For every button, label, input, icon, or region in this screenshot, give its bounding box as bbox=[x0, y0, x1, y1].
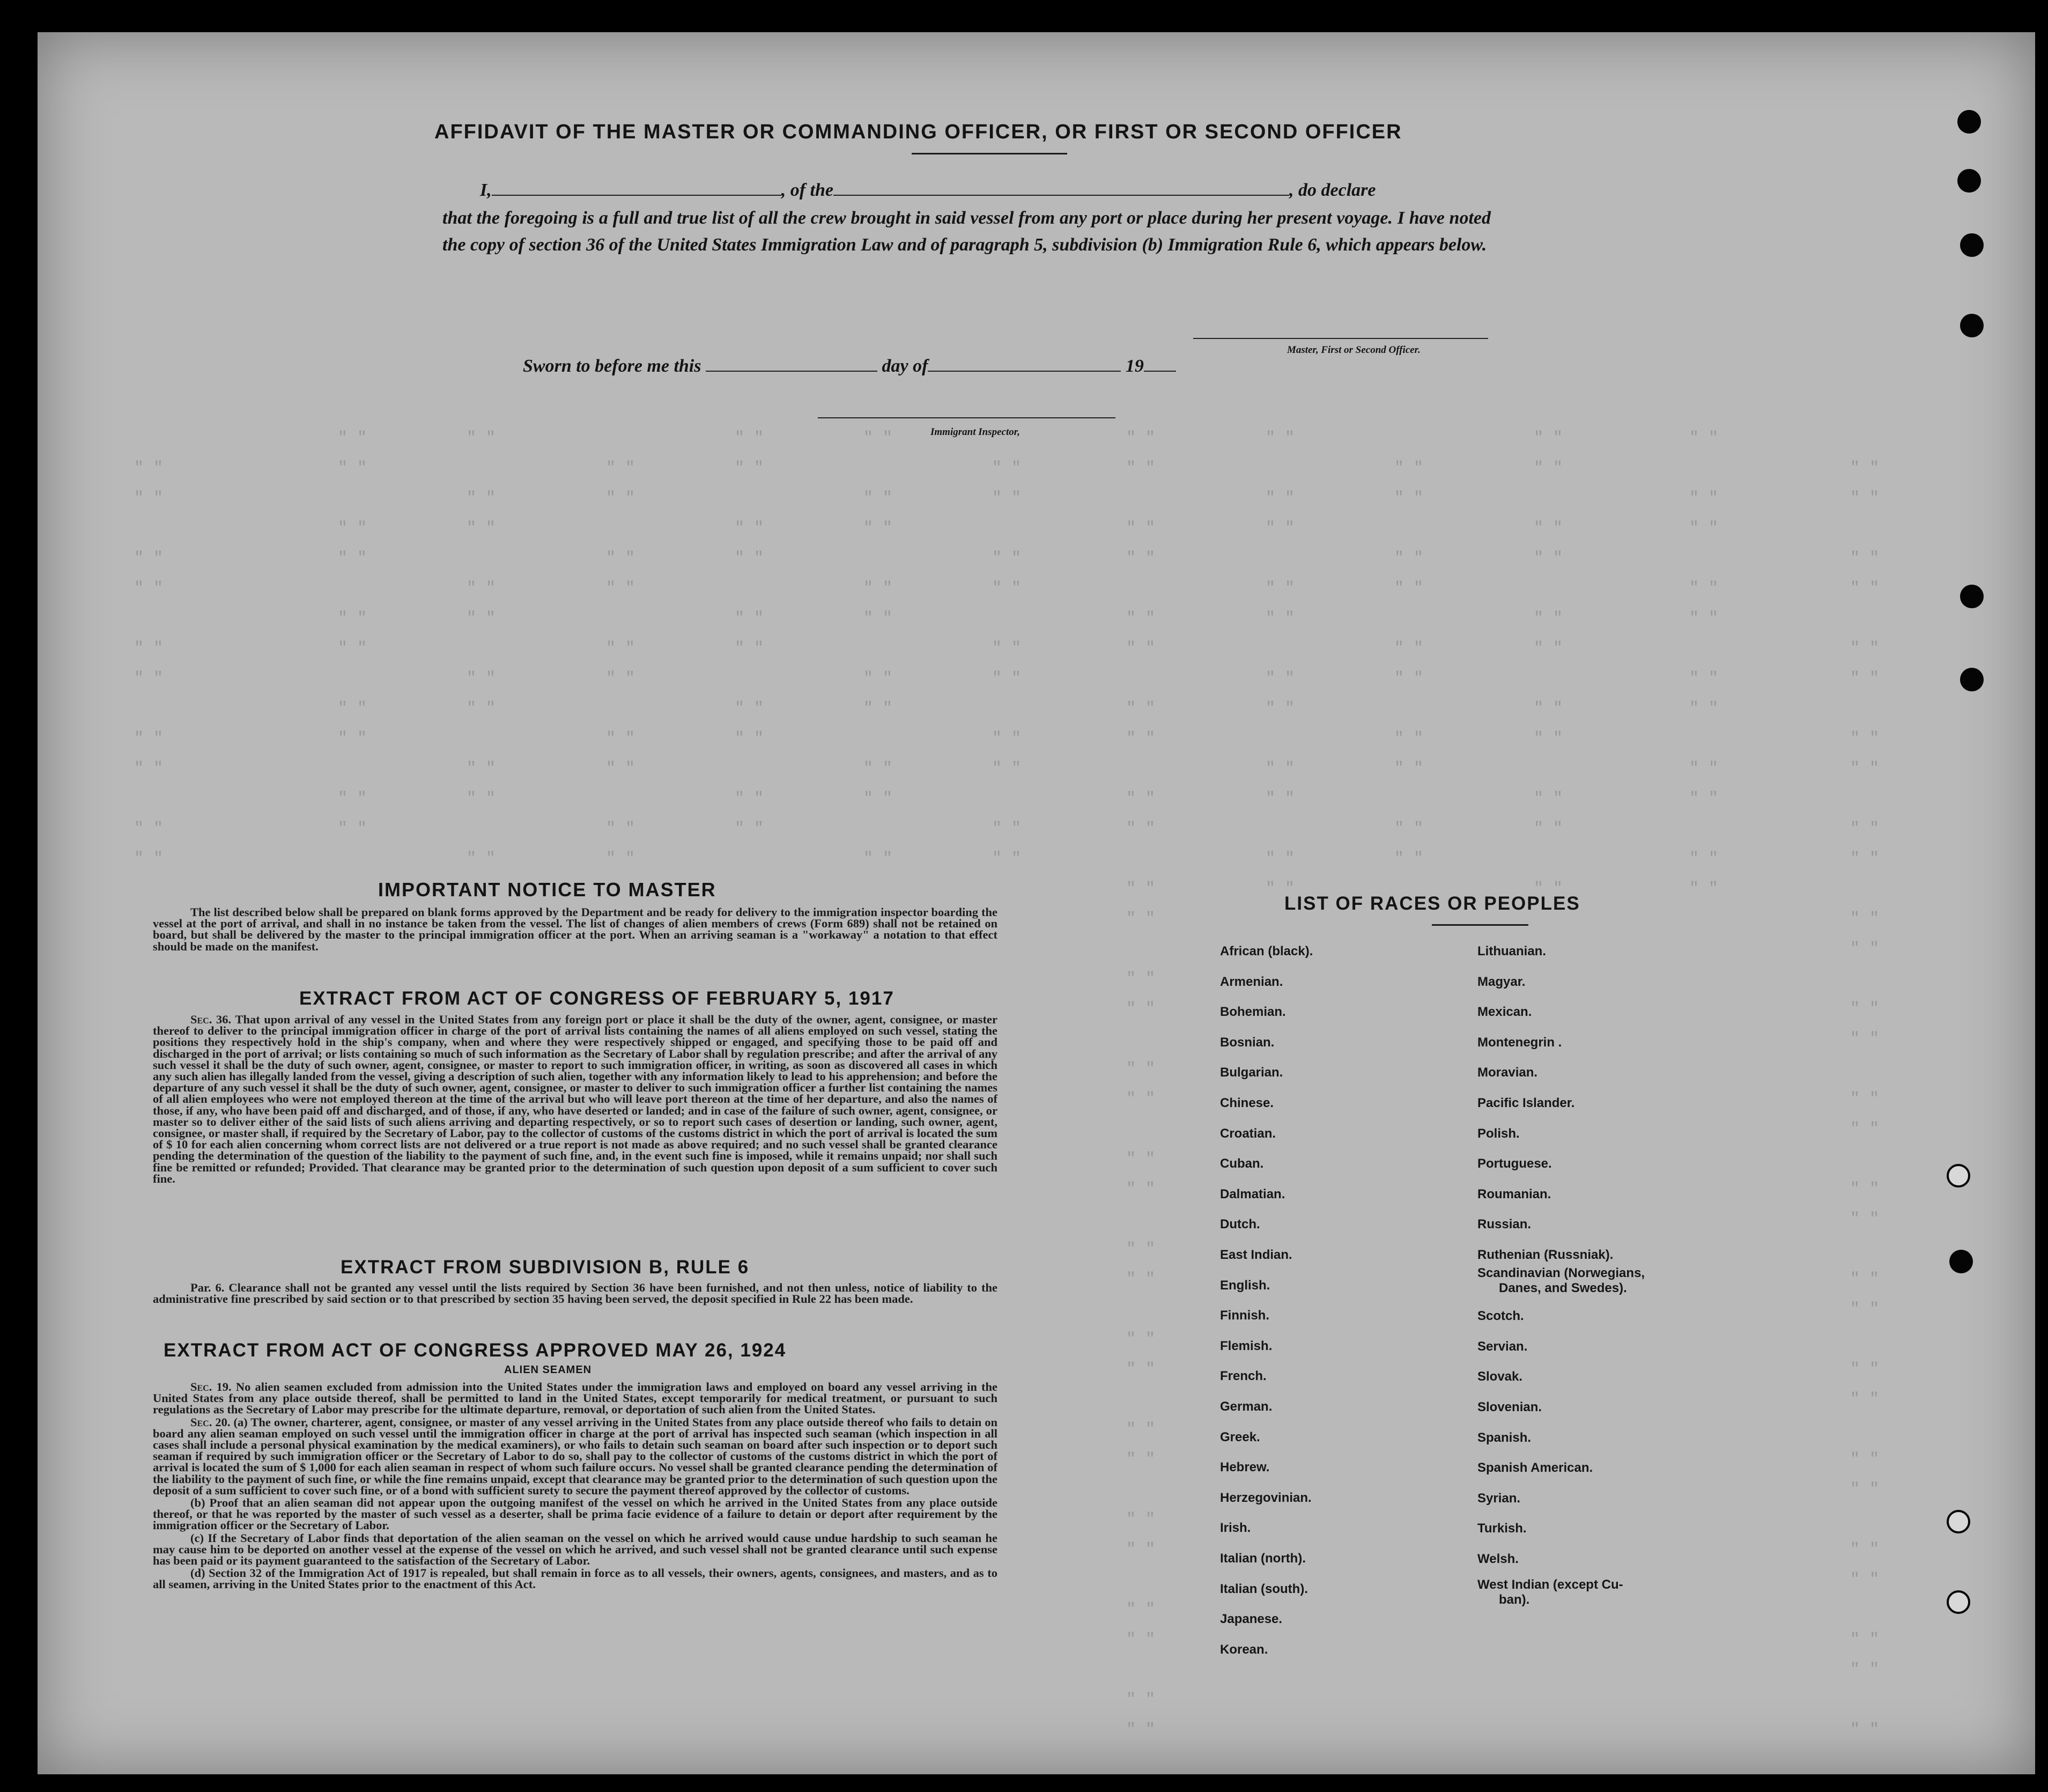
punch-hole-icon bbox=[1947, 1590, 1970, 1614]
sworn-year: 19 bbox=[1125, 356, 1144, 376]
race-item: Portuguese. bbox=[1477, 1156, 1552, 1171]
subdivision-b-title: EXTRACT FROM SUBDIVISION B, RULE 6 bbox=[341, 1257, 750, 1278]
punch-hole-icon bbox=[1947, 1164, 1970, 1188]
document-sheet: ″ ″ ″ ″ ″ ″ ″ ″ ″ ″ ″ ″ ″ ″ ″ ″ ″ ″ ″ ″ ″ ″ ″ ″ ″ ″ ″ ″ ″ ″ ″ ″ ″ ″ ″ ″ ″ ″ ″ ″ ″ ″ ″ ″ ″ ″ ″ ″ ″ ″ ″ ″ ″ ″ ″ ″ ″ ″ ″ ″ ″ ″ ″ ″ ″ ″ ″ ″ ″ ″ ″ ″ ″ ″ ″ ″ ″ ″ ″ ″ ″ ″ ″ ″ ″ ″ ″ ″ ″ ″ ″ ″ ″ ″ ″ ″ ″ ″ ″ ″ ″ ″ ″ ″ ″ ″ ″ ″ ″ ″ ″ ″ ″ ″ ″ ″ ″ ″ ″ ″ ″ ″ ″ ″ ″ ″ ″ ″ ″ ″ ″ ″ ″ ″ ″ ″ ″ ″ ″ ″ ″ ″ ″ ″ ″ ″ ″ ″ ″ ″ ″ ″ ″ ″ ″ ″ ″ ″ ″ ″ ″ ″ ″ ″ ″ ″ ″ ″ ″ ″ ″ ″ ″ ″ ″ ″ ″ ″ ″ ″ ″ ″ ″ ″ ″ ″ ″ ″ ″ ″ ″ ″ ″ ″ ″ ″ ″ ″ ″ ″ ″ ″ ″ ″ ″ ″ ″ ″ ″ ″ ″ ″ ″ ″ ″ ″ ″ ″ ″ ″ ″ ″ ″ ″ ″ ″ ″ ″ ″ ″ ″ ″ ″ ″ ″ ″ ″ ″ ″ ″ ″ ″ ″ ″ ″ ″ ″ ″ ″ ″ ″ ″ ″ ″ ″ ″ ″ ″ ″ ″ ″ ″ ″ ″ ″ ″ ″ ″ ″ ″ ″ ″ ″ ″ ″ ″ ″ ″ ″ ″ ″ ″ ″ ″ ″ ″ ″ ″ ″ ″ ″ ″ ″ ″ ″ ″ ″ ″ ″ ″ ″ ″ ″ ″ ″ ″ ″ ″ ″ ″ ″ ″ ″ ″ ″ ″ ″ ″ ″ ″ ″ ″ ″ ″ ″ ″ ″ ″ ″ ″ ″ ″ ″ ″ ″ ″ ″ ″ ″ ″ ″ ″ ″ ″ AFFIDAVIT OF THE MASTER OR COMMANDING OFFICER, OR FIRST OR SECOND OFFICER I, , of the , do declare that the foregoing is a full and true list of all the crew brought in said vessel from any port or place during her present voyage. I have noted the copy of section 36 of the United States Immigration Law and of paragraph 5, subdivision (b) Immigration Rule 6, which appears below. Master, First or Second Officer. Sworn to before me this day of 19 Immigrant Inspector, IMPORTANT NOTICE TO MASTER The list described below shall be prepared on blank forms approved by the Department and be ready for delivery to the immigration inspector boarding the vessel at the port of arrival, and shall in no instance be taken from the vessel. The list of changes of alien members of crews (Form 689) shall not be retained on board, but shall be delivered by the master to the principal immigration officer at the port. When an arriving seaman is a "workaway" a notation to that effect should be made on the manifest. EXTRACT FROM ACT OF CONGRESS OF FEBRUARY 5, 1917 Sec. 36. That upon arrival of any vessel in the United States from any foreign port or place it shall be the duty of the owner, agent, consignee, or master thereof to deliver to the principal immigration officer in charge of the port of arrival lists containing the names of all aliens employed on such vessel, stating the positions they respectively hold in the ship's company, when and where they were respectively shipped or engaged, and specifying those to be paid off and discharged in the port of arrival; or lists containing so much of such information as the Secretary of Labor shall by regulation prescribe; and after the arrival of any such vessel it shall be the duty of such owner, agent, consignee, or master to report to such immigration officer, in writing, as soon as discovered all cases in which any such alien has illegally landed from the vessel, giving a description of such alien, together with any information likely to lead to his apprehension; and before the departure of any such vessel it shall be the duty of such owner, agent, consignee, or master to deliver to such immigration officer a further list containing the names of all alien employees who were not employed thereon at the time of the arrival but who will leave port thereon at the time of her departure, and also the names of those, if any, who have been paid off and discharged, and of those, if any, who have deserted or landed; and in case of the failure of such owner, agent, consignee, or master so to deliver either of the said lists of such aliens arriving and departing respectively, or so to report such cases of desertion or landing, such owner, agent, consignee, or master shall, if required by the Secretary of Labor, pay to the collector of customs of the customs district in which the port of arrival is located the sum of $ 10 for each alien concerning whom correct lists are not delivered or a true report is not made as above required; and no such vessel shall be granted clearance pending the determination of the question of the liability to the payment of such fine, and, in the event such fine is imposed, while it remains unpaid; nor shall such fine be remitted or refunded; Provided. That clearance may be granted prior to the determination of such question upon deposit of a sum sufficient to cover such fine. EXTRACT FROM SUBDIVISION B, RULE 6 Par. 6. Clearance shall not be granted any vessel until the lists required by Section 36 have been furnished, and not then unless, notice of liability to the administrative fine prescribed by said section or to that prescribed by section 35 having been served, the deposit specified in Rule 22 has been made. EXTRACT FROM ACT OF CONGRESS APPROVED MAY 26, 1924 ALIEN SEAMEN Sec. 19. No alien seamen excluded from admission into the United States under the immigration laws and employed on board any vessel arriving in the United States from any place outside thereof, shall be permitted to land in the United States, except temporarily for medical treatment, or pursuant to such regulations as the Secretary of Labor may prescribe for the ultimate departure, removal, or deportation of such alien from the United States. Sec. 20. (a) The owner, charterer, agent, consignee, or master of any vessel arriving in the United States from any place outside thereof who fails to detain on board any alien seaman employed on such vessel until the immigration officer in charge at the port of arrival has inspected such seaman (which inspection in all cases shall include a personal physical examination by the medical examiners), or who fails to detain such seaman on board after such inspection or to deport such seaman if required by such immigration officer or the Secretary of Labor to do so, shall pay to the collector of customs of the customs district in which the port of arrival is located the sum of $ 1,000 for each alien seaman in respect of whom such failure occurs. No vessel shall be granted clearance pending the determination of the liability to the payment of such fine, or while the fine remains unpaid, except that clearance may be granted prior to the determination of such question upon the deposit of a sum sufficient to cover such fine, or of a bond with sufficient surety to secure the payment thereof approved by the collector of customs. (b) Proof that an alien seaman did not appear upon the outgoing manifest of the vessel on which he arrived in the United States from any place outside thereof, or that he was reported by the master of such vessel as a deserter, shall be prima facie evidence of a failure to detain or deport after requirement by the immigration officer or the Secretary of Labor. (c) If the Secretary of Labor finds that deportation of the alien seaman on the vessel on which he arrived would cause undue hardship to such seaman he may cause him to be deported on another vessel at the expense of the vessel on which he arrived, and such vessel shall not be granted clearance until such expense has been paid or its payment guaranteed to the satisfaction of the Secretary of Labor. (d) Section 32 of the Immigration Act of 1917 is repealed, but shall remain in force as to all vessels, their owners, agents, consignees, and masters, and as to all seamen, arriving in the United States prior to the enactment of this Act. LIST OF RACES OR PEOPLES African (black). Armenian. Bohemian. Bosnian. Bulgarian. Chinese. Croatian. Cuban. Dalmatian. Dutch. East Indian. English. Finnish. Flemish. French. German. Greek. Hebrew. Herzegovinian. Irish. Italian (north). Italian (south). Japanese. Korean. Lithuanian. Magyar. Mexican. Montenegrin . Moravian. Pacific Islander. Polish. Portuguese. Roumanian. Russian. Ruthenian (Russniak). Scandinavian (Norwegians, Danes, and Swedes). Scotch. Servian. Slovak. Slovenian. Spanish. Spanish American. Syrian. Turkish. Welsh. West Indian (except Cu- ban). bbox=[38, 32, 2035, 1774]
extract-1924-text bbox=[153, 1381, 997, 1591]
race-item: ban). bbox=[1499, 1592, 1530, 1607]
race-item: Montenegrin . bbox=[1477, 1035, 1562, 1050]
race-item: Lithuanian. bbox=[1477, 944, 1546, 958]
sworn-year-blank bbox=[1144, 371, 1176, 372]
punch-hole-icon bbox=[1960, 314, 1984, 337]
inspector-label: Immigrant Inspector, bbox=[930, 426, 1020, 438]
race-item: Dutch. bbox=[1220, 1217, 1260, 1232]
affidavit-title: AFFIDAVIT OF THE MASTER OR COMMANDING OFFICER, OR FIRST OR SECOND OFFICER bbox=[434, 121, 1402, 143]
race-item: Armenian. bbox=[1220, 974, 1283, 989]
notice-title: IMPORTANT NOTICE TO MASTER bbox=[378, 879, 716, 901]
punch-hole-icon bbox=[1960, 233, 1984, 257]
section-20c-body: (c) If the Secretary of Labor finds that deportation of the alien seaman on the vessel on which he arrived would cause undue hardship to such seaman he may cause him to be deported on another vessel at the expense of the vessel on which he arrived, and such vessel shall not be granted clearance until such expense has been paid or its payment guaranteed to the satisfaction of the Secretary of Labor. bbox=[153, 1531, 997, 1568]
punch-hole-icon bbox=[1957, 110, 1981, 134]
race-item: Turkish. bbox=[1477, 1521, 1527, 1536]
punch-hole-icon bbox=[1960, 668, 1984, 691]
race-item: Roumanian. bbox=[1477, 1187, 1551, 1201]
affidavit-body: that the foregoing is a full and true list of all the crew brought in said vessel from any port or place during her present voyage. I have noted the copy of section 36 of the United States Immigration Law and of paragraph 5, subdivision (b) Immigration Rule 6, which appears below. bbox=[442, 208, 1491, 255]
extract-1917-text bbox=[153, 1014, 997, 1185]
races-title: LIST OF RACES OR PEOPLES bbox=[1284, 893, 1580, 914]
races-title-underline bbox=[1432, 924, 1528, 926]
sworn-line bbox=[523, 353, 1176, 380]
subdivision-b-text bbox=[153, 1282, 997, 1306]
section-36-body: That upon arrival of any vessel in the United States from any foreign port or place it shall be the duty of the owner, agent, consignee, or master thereof to deliver to the principal immigration officer in charge of the port of arrival lists containing the names of all aliens employed on such vessel, stating the positions they respectively hold in the ship's company, when and where they were respectively shipped or engaged, and specifying those to be paid off and discharged in the port of arrival; or lists containing so much of such information as the Secretary of Labor shall by regulation prescribe; and after the arrival of any such vessel it shall be the duty of such owner, agent, consignee, or master to report to such immigration officer, in writing, as soon as discovered all cases in which any such alien has illegally landed from the vessel, giving a description of such alien, together with any information likely to lead to his apprehension; and before the departure of any such vessel it shall be the duty of such owner, agent, consignee, or master to deliver to such immigration officer a further list containing the names of all alien employees who were not employed thereon at the time of the arrival but who will leave port thereon at the time of her departure, and also the names of those, if any, who have been paid off and discharged, and of those, if any, who have deserted or landed; and in case of the failure of such owner, agent, consignee, or master so to deliver either of the said lists of such aliens arriving and departing respectively, or so to report such cases of desertion or landing, such owner, agent, consignee, or master shall, if required by the Secretary of Labor, pay to the collector of customs of the customs district in which the port of arrival is located the sum of $ 10 for each alien concerning whom correct lists are not delivered or a true report is not made as above required; and no such vessel shall be granted clearance pending the determination of the question of the liability to the payment of such fine, and, in the event such fine is imposed, while it remains unpaid; nor shall such fine be remitted or refunded; Provided. That clearance may be granted prior to the determination of such question upon deposit of a sum sufficient to cover such fine. bbox=[153, 1013, 997, 1185]
race-item: Herzegovinian. bbox=[1220, 1490, 1312, 1505]
race-item: Danes, and Swedes). bbox=[1499, 1281, 1627, 1295]
race-item: Spanish American. bbox=[1477, 1461, 1593, 1475]
punch-hole-icon bbox=[1947, 1510, 1970, 1533]
signature-label: Master, First or Second Officer. bbox=[1287, 344, 1421, 356]
race-item: Croatian. bbox=[1220, 1126, 1276, 1141]
race-item: Mexican. bbox=[1477, 1005, 1532, 1019]
race-item: Italian (south). bbox=[1220, 1581, 1308, 1596]
race-item: East Indian. bbox=[1220, 1248, 1292, 1262]
race-item: Polish. bbox=[1477, 1126, 1520, 1141]
race-item: Scotch. bbox=[1477, 1309, 1524, 1323]
race-item: Servian. bbox=[1477, 1339, 1528, 1354]
race-item: Dalmatian. bbox=[1220, 1186, 1285, 1201]
sworn-day-label: day of bbox=[882, 356, 928, 376]
section-20b-body: (b) Proof that an alien seaman did not appear upon the outgoing manifest of the vessel on which he arrived in the United States from any place outside thereof, or that he was reported by the master of such vessel as a deserter, shall be prima facie evidence of a failure to detain or deport after requirement by the immigration officer or the Secretary of Labor. bbox=[153, 1496, 997, 1532]
race-item: Japanese. bbox=[1220, 1612, 1283, 1627]
notice-paragraph: The list described below shall be prepared on blank forms approved by the Department and be ready for delivery to the immigration inspector boarding the vessel at the port of arrival, and shall in no instance be taken from the vessel. The list of changes of alien members of crews (Form 689) shall not be retained on board, but shall be delivered by the master to the principal immigration officer at the port. When an arriving seaman is a "workaway" a notation to that effect should be made on the manifest. bbox=[153, 905, 997, 953]
race-item: Pacific Islander. bbox=[1477, 1096, 1575, 1110]
race-item: Bohemian. bbox=[1220, 1005, 1286, 1020]
race-item: French. bbox=[1220, 1369, 1267, 1384]
race-item: Bulgarian. bbox=[1220, 1065, 1283, 1080]
race-item: West Indian (except Cu- bbox=[1477, 1577, 1623, 1592]
alien-seamen-subtitle: ALIEN SEAMEN bbox=[504, 1364, 592, 1376]
race-item: Hebrew. bbox=[1220, 1460, 1270, 1475]
race-item: African (black). bbox=[1220, 944, 1313, 958]
section-20d-body: (d) Section 32 of the Immigration Act of 1917 is repealed, but shall remain in force as to all vessels, their owners, agents, consignees, and masters, and as to all seamen, arriving in the United States prior to the enactment of this Act. bbox=[153, 1566, 997, 1591]
vessel-blank bbox=[833, 195, 1289, 196]
section-36-label: Sec. 36. bbox=[190, 1013, 232, 1026]
race-item: Magyar. bbox=[1477, 975, 1526, 989]
race-item: Greek. bbox=[1220, 1429, 1260, 1444]
signature-line bbox=[1193, 338, 1488, 339]
extract-1917-title: EXTRACT FROM ACT OF CONGRESS OF FEBRUARY 5, 1917 bbox=[299, 988, 894, 1009]
race-item: Scandinavian (Norwegians, bbox=[1477, 1266, 1645, 1280]
race-item: Bosnian. bbox=[1220, 1035, 1275, 1050]
affidavit-of-label: , of the bbox=[781, 180, 834, 200]
race-item: Italian (north). bbox=[1220, 1551, 1306, 1566]
sworn-prefix: Sworn to before me this bbox=[523, 356, 701, 376]
affidavit-declare-label: , do declare bbox=[1289, 180, 1376, 200]
title-underline bbox=[912, 153, 1067, 154]
race-item: Syrian. bbox=[1477, 1491, 1521, 1506]
punch-hole-icon bbox=[1957, 169, 1981, 193]
race-item: Finnish. bbox=[1220, 1308, 1269, 1323]
race-item: English. bbox=[1220, 1278, 1270, 1293]
punch-hole-icon bbox=[1960, 585, 1984, 608]
race-item: Ruthenian (Russniak). bbox=[1477, 1248, 1614, 1262]
section-20a-body: (a) The owner, charterer, agent, consignee, or master of any vessel arriving in the United States from any place outside thereof who fails to detain on board any alien seaman employed on such vessel until the immigration officer in charge at the port of arrival has inspected such seaman (which inspection in all cases shall include a personal physical examination by the medical examiners), or who fails to detain such seaman on board after such inspection or to deport such seaman if required by such immigration officer or the Secretary of Labor to do so, shall pay to the collector of customs of the customs district in which the port of arrival is located the sum of $ 1,000 for each alien seaman in respect of whom such failure occurs. No vessel shall be granted clearance pending the determination of the liability to the payment of such fine, or while the fine remains unpaid, except that clearance may be granted prior to the determination of such question upon the deposit of a sum sufficient to cover such fine, or of a bond with sufficient surety to secure the payment thereof approved by the collector of customs. bbox=[153, 1415, 998, 1497]
par-6-body: Clearance shall not be granted any vessel until the lists required by Section 36 have been furnished, and not then unless, notice of liability to the administrative fine prescribed by said section or to that prescribed by section 35 having been served, the deposit specified in Rule 22 has been made. bbox=[153, 1281, 998, 1306]
race-item: Slovak. bbox=[1477, 1369, 1523, 1384]
affidavit-declaration-line bbox=[448, 177, 1491, 204]
extract-1924-title: EXTRACT FROM ACT OF CONGRESS APPROVED MAY 26, 1924 bbox=[164, 1340, 787, 1361]
sworn-day-blank bbox=[706, 371, 877, 372]
name-blank bbox=[492, 195, 781, 196]
section-19-body: No alien seamen excluded from admission into the United States under the immigration laws and employed on board any vessel arriving in the United States from any place outside thereof, shall be permitted to land in the United States, except temporarily for medical treatment, or pursuant to such regulations as the Secretary of Labor may prescribe for the ultimate departure, removal, or deportation of such alien from the United States. bbox=[153, 1380, 998, 1417]
race-item: Slovenian. bbox=[1477, 1400, 1542, 1414]
punch-hole-icon bbox=[1949, 1250, 1973, 1273]
section-19-label: Sec. 19. bbox=[190, 1380, 232, 1393]
sworn-month-blank bbox=[928, 371, 1121, 372]
race-item: Korean. bbox=[1220, 1642, 1268, 1657]
race-item: Russian. bbox=[1477, 1217, 1532, 1231]
race-item: Spanish. bbox=[1477, 1430, 1532, 1445]
race-item: German. bbox=[1220, 1399, 1273, 1414]
notice-text bbox=[153, 906, 997, 953]
race-item: Moravian. bbox=[1477, 1065, 1538, 1080]
race-item: Cuban. bbox=[1220, 1156, 1264, 1171]
race-item: Welsh. bbox=[1477, 1552, 1519, 1566]
affidavit-i-label: I, bbox=[480, 180, 492, 200]
par-6-label: Par. 6. bbox=[190, 1281, 225, 1294]
race-item: Irish. bbox=[1220, 1521, 1251, 1536]
inspector-line bbox=[818, 417, 1115, 418]
race-item: Flemish. bbox=[1220, 1338, 1273, 1353]
section-20-label: Sec. 20. bbox=[190, 1415, 231, 1429]
race-item: Chinese. bbox=[1220, 1096, 1274, 1110]
